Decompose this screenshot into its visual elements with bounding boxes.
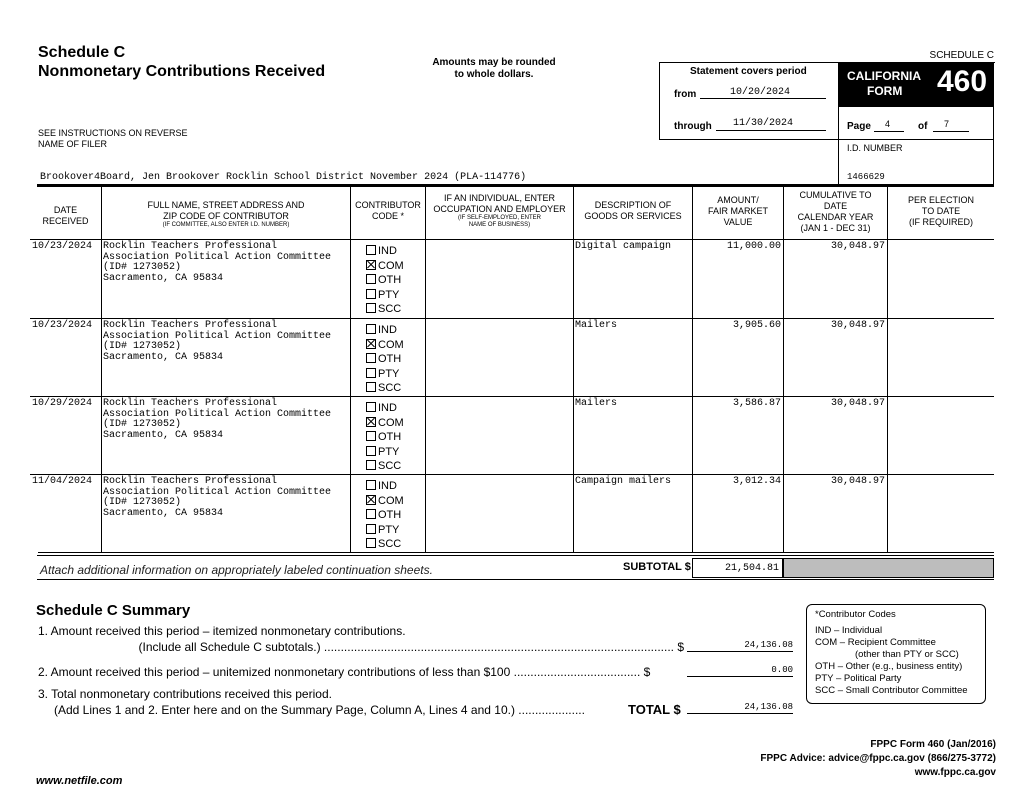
col-per-election-header: PER ELECTION TO DATE (IF REQUIRED) xyxy=(907,195,974,227)
of-label: of xyxy=(918,121,928,132)
contributor-address-line: Rocklin Teachers Professional xyxy=(103,241,278,252)
contributor-address-line: Rocklin Teachers Professional xyxy=(103,398,278,409)
rounding-note-line2: to whole dollars. xyxy=(454,69,534,80)
contributor-codes-box xyxy=(806,604,986,704)
contributor-address-line: (ID# 1273052) xyxy=(103,497,182,508)
code-checkbox[interactable] xyxy=(366,260,376,270)
contributor-code-group xyxy=(366,323,404,396)
code-option-oth xyxy=(366,508,404,523)
codes-box-title: *Contributor Codes xyxy=(815,609,896,620)
date-received: 10/23/2024 xyxy=(32,241,93,252)
cumulative-value: 30,048.97 xyxy=(830,398,885,409)
through-date: 11/30/2024 xyxy=(733,118,794,129)
table-row xyxy=(30,320,994,396)
code-checkbox[interactable] xyxy=(366,382,376,392)
code-option-scc xyxy=(366,381,404,396)
code-label: SCC xyxy=(378,382,402,394)
form-version: FPPC Form 460 (Jan/2016) xyxy=(870,739,996,750)
table-row xyxy=(30,476,994,552)
code-option-ind xyxy=(366,244,404,259)
contributor-address-line: Association Political Action Committee xyxy=(103,251,332,263)
code-option-pty xyxy=(366,367,404,382)
code-label: OTH xyxy=(378,509,402,521)
code-option-com xyxy=(366,259,404,274)
code-checkbox[interactable] xyxy=(366,417,376,427)
summary-line3b: (Add Lines 1 and 2. Enter here and on the Summary Page, Column A, Lines 4 and 10.) .................... xyxy=(54,703,585,717)
amount-value: 3,905.60 xyxy=(732,320,781,331)
contributor-address-line: Sacramento, CA 95834 xyxy=(103,429,224,441)
table-row xyxy=(30,241,994,317)
code-checkbox[interactable] xyxy=(366,460,376,470)
code-option-pty xyxy=(366,288,404,303)
contributor-address-line: Sacramento, CA 95834 xyxy=(103,507,224,519)
contributor-address-line: Sacramento, CA 95834 xyxy=(103,351,224,363)
continuation-note: Attach additional information on appropriately labeled continuation sheets. xyxy=(40,563,433,577)
contributions-table xyxy=(30,186,994,558)
code-checkbox[interactable] xyxy=(366,289,376,299)
netfile-link[interactable]: www.netfile.com xyxy=(36,775,123,787)
code-checkbox[interactable] xyxy=(366,480,376,490)
code-label: SCC xyxy=(378,303,402,315)
code-option-pty xyxy=(366,523,404,538)
filer-name: Brookover4Board, Jen Brookover Rocklin School District November 2024 (PLA-114776) xyxy=(40,172,527,183)
subtotal-value: 21,504.81 xyxy=(692,558,783,578)
fppc-advice: FPPC Advice: advice@fppc.ca.gov (866/275-3772) xyxy=(760,753,996,764)
code-label: OTH xyxy=(378,353,402,365)
contributor-code-group xyxy=(366,401,404,474)
contributor-code-group xyxy=(366,244,404,317)
col-description-header: DESCRIPTION OF GOODS OR SERVICES xyxy=(584,200,682,221)
code-label: COM xyxy=(378,416,404,429)
code-option-oth xyxy=(366,430,404,445)
col-name-header: FULL NAME, STREET ADDRESS AND ZIP CODE OF CONTRIBUTOR (IF COMMITTEE, ALSO ENTER I.D. NUMBER) xyxy=(147,200,305,228)
summary-line3a: 3. Total nonmonetary contributions received this period. xyxy=(38,687,332,701)
code-option-oth xyxy=(366,273,404,288)
code-option-ind xyxy=(366,323,404,338)
amount-value: 3,012.34 xyxy=(732,476,781,487)
date-received: 10/23/2024 xyxy=(32,320,93,331)
goods-services-description: Mailers xyxy=(575,398,618,409)
code-com: COM – Recipient Committee xyxy=(815,637,936,648)
code-pty: PTY – Political Party xyxy=(815,673,902,684)
amount-value: 11,000.00 xyxy=(726,241,781,252)
form-label: FORM xyxy=(867,84,903,98)
col-cumulative-header: CUMULATIVE TO DATE CALENDAR YEAR (JAN 1 - DEC 31) xyxy=(797,190,874,233)
contributor-address-line: Association Political Action Committee xyxy=(103,486,332,498)
code-label: PTY xyxy=(378,523,400,536)
contributor-address-line: Rocklin Teachers Professional xyxy=(103,476,278,487)
california-label: CALIFORNIA xyxy=(847,69,921,83)
code-ind: IND – Individual xyxy=(815,625,883,636)
code-option-ind xyxy=(366,401,404,416)
goods-services-description: Digital campaign xyxy=(575,241,672,252)
code-label: SCC xyxy=(378,538,402,550)
col-occupation-header: IF AN INDIVIDUAL, ENTER OCCUPATION AND EMPLOYER (IF SELF-EMPLOYED, ENTER NAME OF BUSINESS) xyxy=(433,193,566,228)
col-date-header: DATE RECEIVED xyxy=(42,205,89,226)
statement-period-label: Statement covers period xyxy=(690,66,807,77)
code-label: COM xyxy=(378,338,404,351)
contributor-name-address xyxy=(103,242,348,284)
contributor-name-address xyxy=(103,321,348,363)
page-number: 4 xyxy=(885,119,891,129)
page-label: Page xyxy=(847,121,871,132)
code-option-com xyxy=(366,416,404,431)
schedule-title: Schedule C xyxy=(38,44,126,61)
summary-line1a: 1. Amount received this period – itemized nonmonetary contributions. xyxy=(38,624,406,638)
code-checkbox[interactable] xyxy=(366,402,376,412)
code-checkbox[interactable] xyxy=(366,339,376,349)
form-number: 460 xyxy=(937,65,988,98)
page-total: 7 xyxy=(944,119,950,129)
contributor-address-line: Association Political Action Committee xyxy=(103,330,332,342)
cumulative-value: 30,048.97 xyxy=(830,320,885,331)
code-checkbox[interactable] xyxy=(366,303,376,313)
code-checkbox[interactable] xyxy=(366,431,376,441)
through-underline xyxy=(716,130,826,131)
code-checkbox[interactable] xyxy=(366,524,376,534)
code-checkbox[interactable] xyxy=(366,368,376,378)
summary-total-value: 24,136.08 xyxy=(744,702,793,712)
through-label: through xyxy=(674,121,712,132)
code-label: OTH xyxy=(378,431,402,443)
col-amount-header: AMOUNT/ FAIR MARKET VALUE xyxy=(707,195,768,227)
code-checkbox[interactable] xyxy=(366,509,376,519)
code-label: PTY xyxy=(378,288,400,301)
col-code-header: CONTRIBUTOR CODE * xyxy=(355,200,421,221)
code-oth: OTH – Other (e.g., business entity) xyxy=(815,661,963,672)
goods-services-description: Mailers xyxy=(575,320,618,331)
id-number-label: I.D. NUMBER xyxy=(847,143,903,153)
code-option-scc xyxy=(366,302,404,317)
date-received: 10/29/2024 xyxy=(32,398,93,409)
code-option-scc xyxy=(366,459,404,474)
subtotal-shaded-cell xyxy=(783,558,994,578)
code-label: IND xyxy=(378,324,397,336)
code-option-com xyxy=(366,338,404,353)
code-label: PTY xyxy=(378,367,400,380)
rounding-note-line1: Amounts may be rounded xyxy=(432,57,556,68)
form-460-badge xyxy=(839,63,994,107)
code-option-scc xyxy=(366,537,404,552)
code-label: IND xyxy=(378,402,397,414)
summary-line1-value: 24,136.08 xyxy=(744,640,793,650)
schedule-subtitle: Nonmonetary Contributions Received xyxy=(38,63,326,80)
code-label: IND xyxy=(378,245,397,257)
contributor-address-line: (ID# 1273052) xyxy=(103,419,182,430)
summary-line2-value: 0.00 xyxy=(771,665,793,675)
code-checkbox[interactable] xyxy=(366,324,376,334)
code-label: PTY xyxy=(378,445,400,458)
table-row xyxy=(30,398,994,474)
code-checkbox[interactable] xyxy=(366,245,376,255)
contributor-address-line: Association Political Action Committee xyxy=(103,408,332,420)
id-number-value: 1466629 xyxy=(847,172,885,182)
from-underline xyxy=(700,98,826,99)
schedule-corner-label: SCHEDULE C xyxy=(929,50,994,61)
code-option-oth xyxy=(366,352,404,367)
code-checkbox[interactable] xyxy=(366,274,376,284)
from-label: from xyxy=(674,89,697,100)
code-label: COM xyxy=(378,259,404,272)
subtotal-label: SUBTOTAL $ xyxy=(623,561,691,573)
total-label: TOTAL $ xyxy=(628,702,681,717)
code-label: COM xyxy=(378,494,404,507)
contributor-address-line: (ID# 1273052) xyxy=(103,262,182,273)
code-option-com xyxy=(366,494,404,509)
summary-title: Schedule C Summary xyxy=(36,602,191,619)
summary-line2: 2. Amount received this period – unitemized nonmonetary contributions of less than $100 ...................................... $ xyxy=(38,665,651,679)
goods-services-description: Campaign mailers xyxy=(575,476,672,487)
cumulative-value: 30,048.97 xyxy=(830,476,885,487)
code-checkbox[interactable] xyxy=(366,446,376,456)
code-checkbox[interactable] xyxy=(366,495,376,505)
summary-line1b: (Include all Schedule C subtotals.) ......................................................................................................... $ xyxy=(138,640,684,654)
contributor-address-line: (ID# 1273052) xyxy=(103,341,182,352)
amount-value: 3,586.87 xyxy=(732,398,781,409)
from-date: 10/20/2024 xyxy=(730,87,791,98)
contributor-address-line: Sacramento, CA 95834 xyxy=(103,272,224,284)
code-scc: SCC – Small Contributor Committee xyxy=(815,685,968,696)
contributor-address-line: Rocklin Teachers Professional xyxy=(103,320,278,331)
instructions-note: SEE INSTRUCTIONS ON REVERSE xyxy=(38,128,188,138)
code-label: OTH xyxy=(378,274,402,286)
code-option-pty xyxy=(366,445,404,460)
code-com-note: (other than PTY or SCC) xyxy=(855,649,959,660)
contributor-name-address xyxy=(103,477,348,519)
code-label: SCC xyxy=(378,460,402,472)
code-checkbox[interactable] xyxy=(366,538,376,548)
rounding-note xyxy=(414,57,574,81)
code-option-ind xyxy=(366,479,404,494)
date-received: 11/04/2024 xyxy=(32,476,93,487)
contributor-code-group xyxy=(366,479,404,552)
code-label: IND xyxy=(378,480,397,492)
contributor-name-address xyxy=(103,399,348,441)
code-checkbox[interactable] xyxy=(366,353,376,363)
cumulative-value: 30,048.97 xyxy=(830,241,885,252)
fppc-website-link[interactable]: www.fppc.ca.gov xyxy=(914,767,996,778)
name-of-filer-label: NAME OF FILER xyxy=(38,139,108,149)
